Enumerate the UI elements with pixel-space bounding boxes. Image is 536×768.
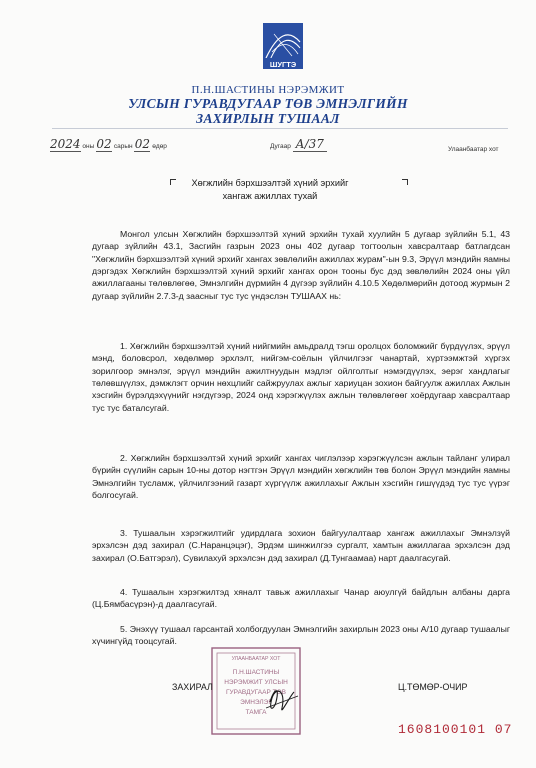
order-number: А/37 xyxy=(293,137,327,152)
org-name-line-2: ЗАХИРЛЫН ТУШААЛ xyxy=(196,111,340,126)
org-subtitle: П.Н.ШАСТИНЫ НЭРЭМЖИТ xyxy=(191,84,345,96)
title-line-2: хангаж ажиллах тухай xyxy=(222,191,318,201)
date-day-suffix: өдөр xyxy=(152,143,167,150)
date-field xyxy=(50,137,167,152)
serial-number: 1608100101 07 xyxy=(398,722,513,737)
date-day: 02 xyxy=(134,137,151,151)
date-month-suffix: сарын xyxy=(113,143,133,150)
order-item-text: 1. Хөгжлийн бэрхшээлтэй хүний нийгмийн амьдралд тэгш оролцох боломжийг бүрдүүлэх, эрүүл мэнд, боловсрол, хөдөлмөр эрхлэлт, нийгэм-соёлын үйлчилгээг чанартай, хүртээмжтэй хүргэх зорилгоор эмнэлэг, эрүүл мэндийн ажилтнуудын мэдлэг ойлголтыг нэмэгдүүлэх, эерэг хандлагыг төлөвшүүлэх, дэмжлэгт орчин нөхцлийг сайжруулах ажлыг хариуцан зохион байгуулж ажиллах Ажлын хэсгийн бүрэлдэхүүнийг нэгдүгээр, 2024 онд хэрэгжүүлэх ажлын төлөвлөгөөг хоёрдугаар хавсралтаар тус тус баталсугай. xyxy=(92,341,510,413)
order-item-4 xyxy=(92,586,510,611)
order-number-field xyxy=(270,137,327,152)
date-year-suffix: оны xyxy=(82,143,95,150)
order-item-2 xyxy=(92,452,510,501)
stamp-top-text: УЛААНБААТАР ХОТ xyxy=(231,656,281,662)
official-stamp xyxy=(210,646,302,736)
signatory-title: ЗАХИРАЛ xyxy=(172,682,213,692)
title-line-1: Хөгжлийн бэрхшээлтэй хүний эрхийг xyxy=(191,178,349,188)
stamp-line-2: НЭРЭМЖИТ УЛСЫН xyxy=(224,679,288,686)
logo-text: ШУГТЭ xyxy=(269,60,297,69)
city-label: Улаанбаатар хот xyxy=(448,146,499,153)
preamble-paragraph xyxy=(92,228,510,302)
order-item-text: 2. Хөгжлийн бэрхшээлтэй хүний эрхийг хангах чиглэлээр хэрэгжүүлсэн ажлын тайланг улирал бүрийн сүүлийн сарын 10-ны дотор нэгтгэн Эрүүл мэндийн хөгжлийн төв болон Эрүүл мэндийн яамны Эмнэлгийн тусламж, үйлчилгээний газарт хүргүүлж ажиллахыг Ажлын хэсгийн гишүүдэд тус тус үүрэг болгосугай. xyxy=(92,453,510,501)
signatory-name: Ц.ТӨМӨР-ОЧИР xyxy=(398,682,468,692)
header-divider xyxy=(52,128,508,129)
stamp-line-3: ГУРАВДУГААР ТӨВ xyxy=(226,689,286,696)
org-name-line-1: УЛСЫН ГУРАВДУГААР ТӨВ ЭМНЭЛГИЙН xyxy=(128,96,408,111)
order-item-3 xyxy=(92,527,510,564)
date-year: 2024 xyxy=(50,137,81,151)
stamp-line-5: ТАМГА xyxy=(245,709,267,716)
order-item-5 xyxy=(92,623,510,648)
handwritten-signature xyxy=(270,691,294,710)
document-title xyxy=(120,177,420,203)
order-item-text: 3. Тушаалын хэрэгжилтийг удирдлага зохион байгуулалтаар хангаж ажиллахыг Эмнэлзүй эрхэлсэн дэд захирал (С.Наранцэцэг), Эрдэм шинжилгээ сургалт, хамтын ажиллагаа эрхэлсэн дэд захирал (О.Батгэрэл), Сувилахуй эрхэлсэн дэд захирал (Д.Тунгаамаа) нарт даалгасугай. xyxy=(92,528,510,563)
order-item-text: 5. Энэхүү тушаал гарсантай холбогдуулан Эмнэлгийн захирлын 2023 оны А/10 дугаар тушаалыг хүчингүйд тооцсугай. xyxy=(92,624,510,647)
stamp-line-4: ЭМНЭЛЭГ xyxy=(240,699,272,706)
stamp-line-1: П.Н.ШАСТИНЫ xyxy=(232,669,280,676)
order-number-label: Дугаар xyxy=(270,143,291,150)
date-month: 02 xyxy=(96,137,112,151)
order-item-1 xyxy=(92,340,510,414)
hospital-logo-icon xyxy=(262,22,304,70)
order-item-text: 4. Тушаалын хэрэгжилтэд хяналт тавьж ажиллахыг Чанар аюулгүй байдлын албаны дарга (Ц.Бямбасүрэн)-д даалгасугай. xyxy=(92,587,510,610)
preamble-text: Монгол улсын Хөгжлийн бэрхшээлтэй хүний эрхийн тухай хуулийн 5 дугаар зүйлийн 5.1, 43 дугаар зүйлийн 43.1, Засгийн газрын 2023 оны 402 дугаар тогтоолын хавсралтаар батлагдсан "Хөгжлийн бэрхшээлтэй хүний эрхийг хангах зөвлөлийн ажиллах журам"-ын 9.3, Эрүүл мэндийн яамны дэргэдэх Хөгжлийн бэрхшээлтэй хүний эрхийг хангах орон тооны бус дэд зөвлөлийн 2024 оны үйл ажиллагааны төлөвлөгөө, Эмнэлгийн дүрмийн 4 дүгээр зүйлийн 4.10.5 Хөдөлмөрийн дотоод журмын 2 дугаар зүйлийн 2.7.3-д заасныг тус тус үндэслэн ТУШААХ нь: xyxy=(92,229,510,301)
